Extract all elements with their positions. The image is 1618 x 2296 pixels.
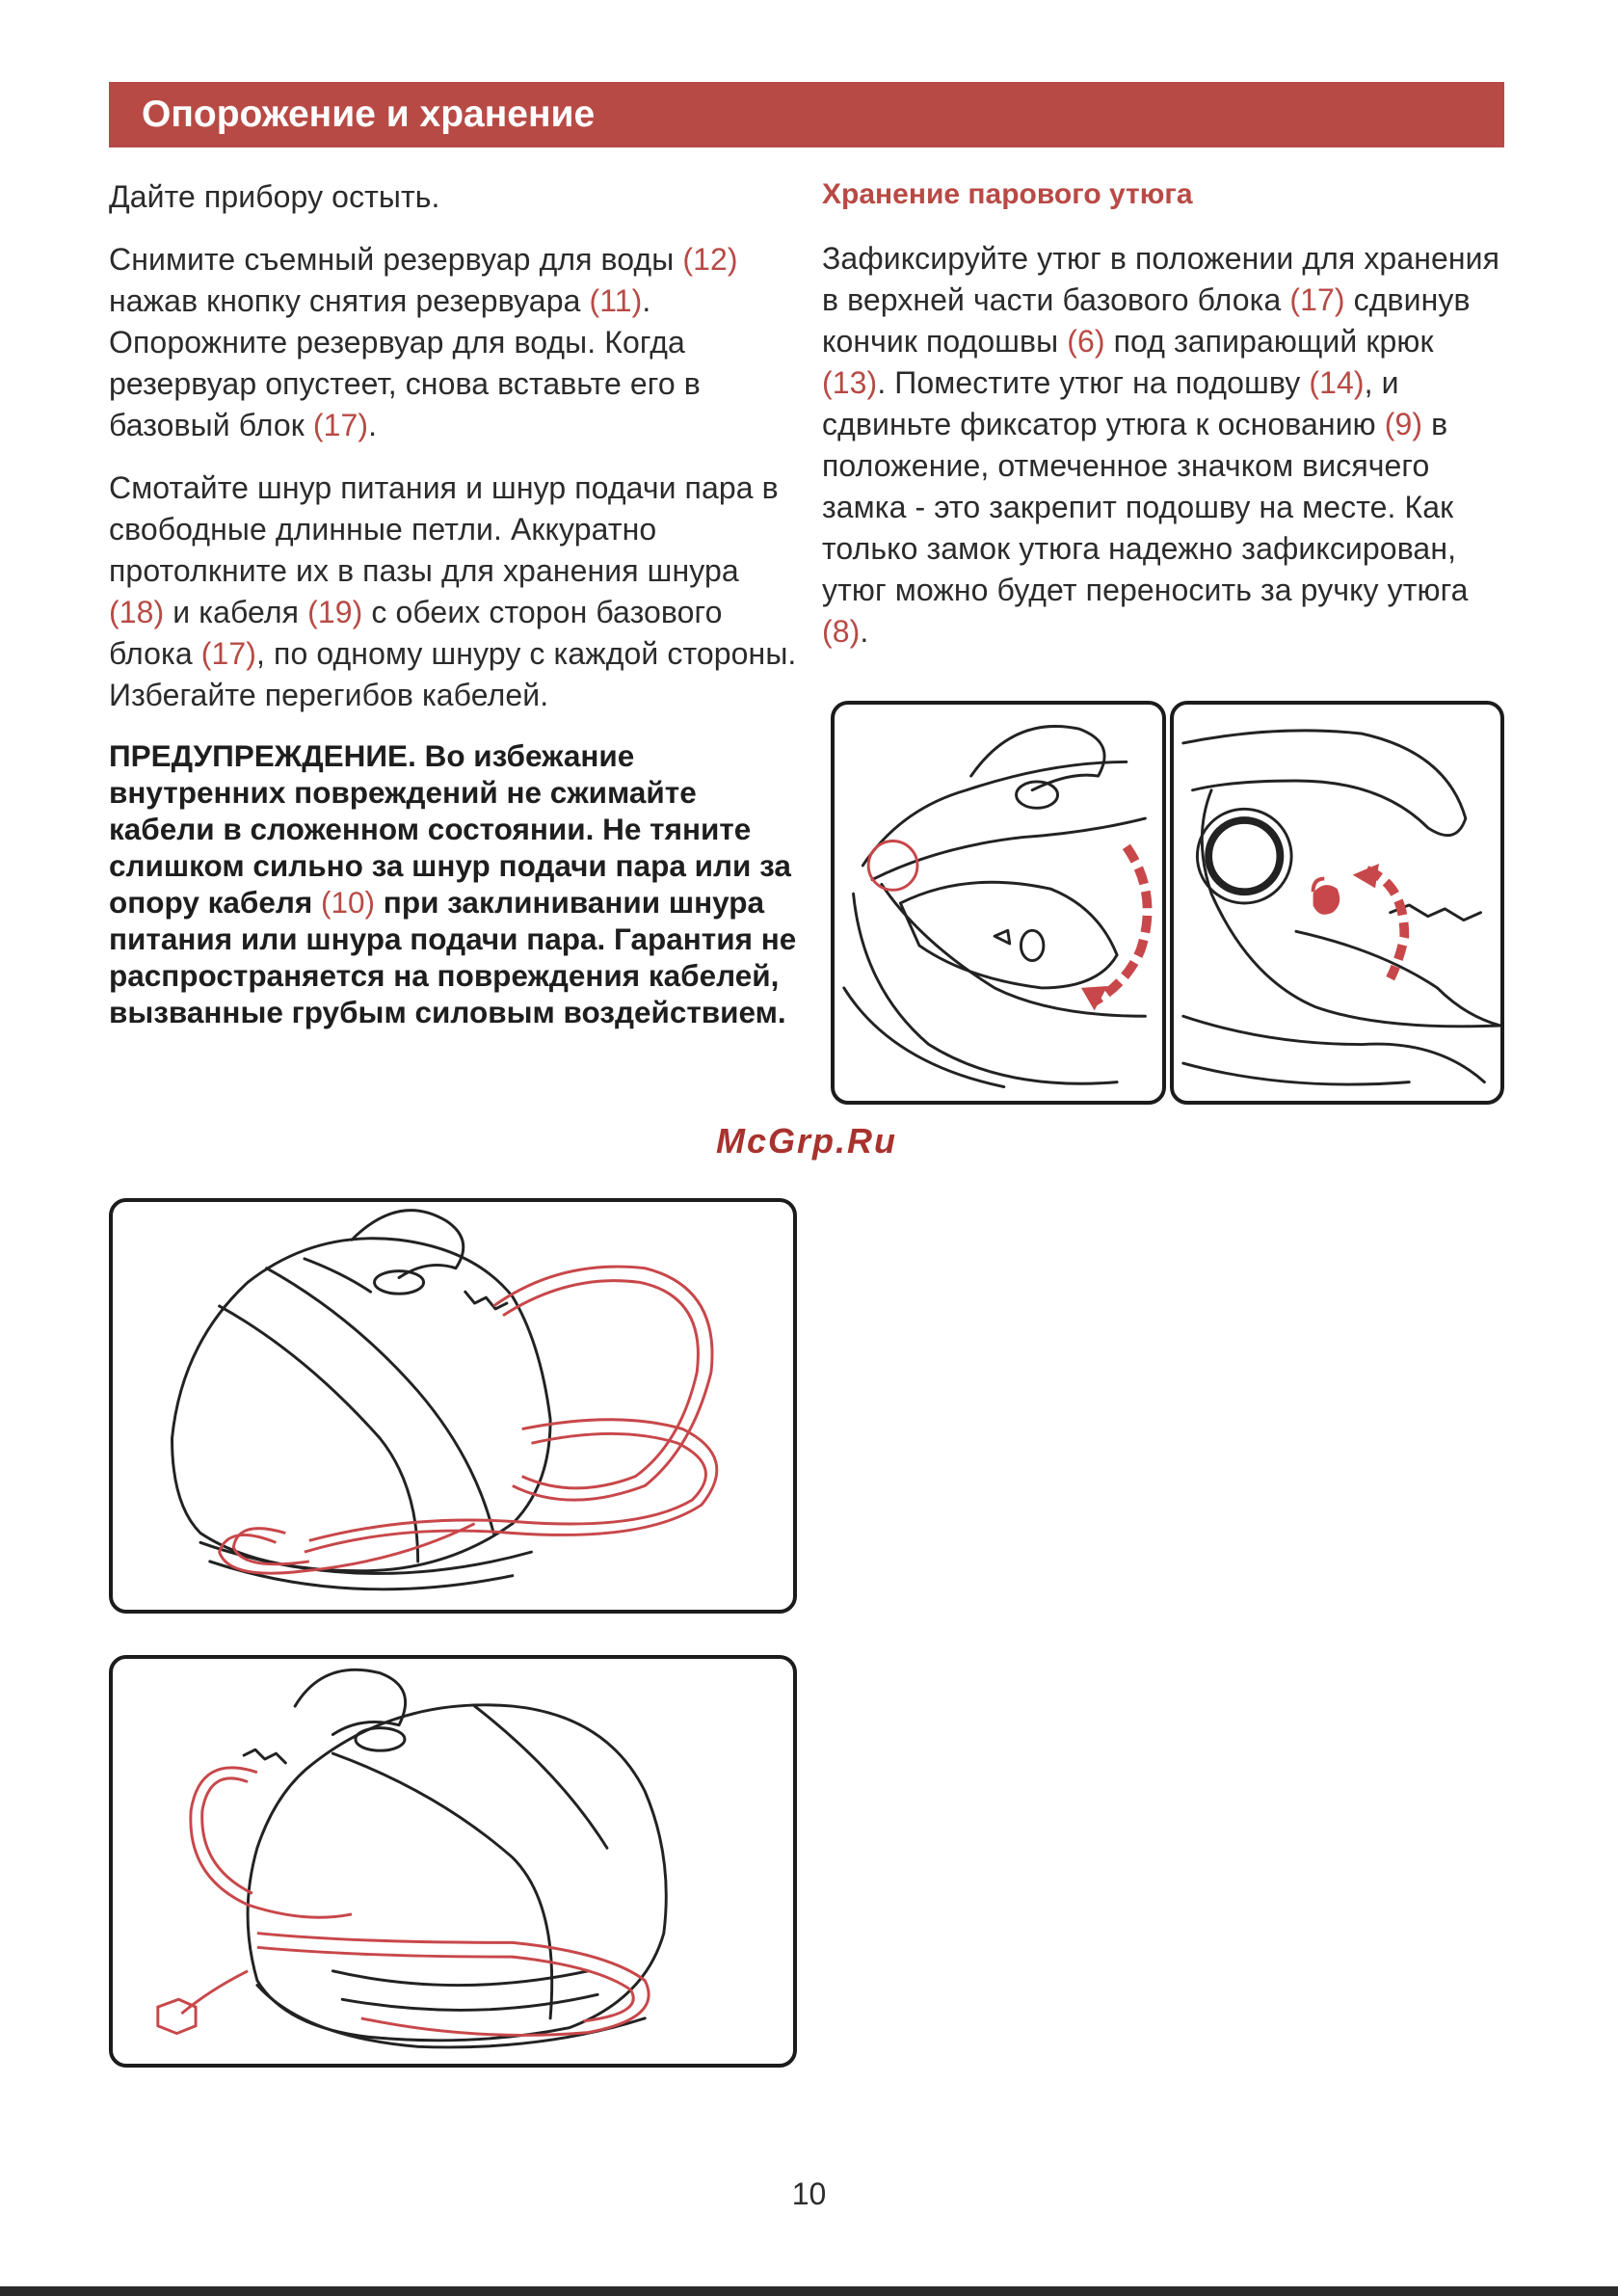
warning-paragraph: [109, 737, 803, 1030]
ref-iron-handle: (8): [822, 614, 861, 649]
watermark: McGrp.Ru: [716, 1121, 898, 1161]
power-cord-loops-illustration: [113, 1202, 793, 1610]
text-run: сдвинув кончик подошвы: [822, 282, 1471, 359]
ref-iron-lock: (9): [1384, 407, 1423, 441]
ref-release-button: (11): [589, 283, 643, 318]
ref-lock-hook: (13): [822, 365, 878, 400]
ref-cord-slot: (18): [109, 595, 165, 629]
text-run: в положение, отмеченное значком висячего замка - это закрепит подошву на месте. Как только замок утюга надежно зафиксирован, утюг можно будет переносить за ручку утюга: [822, 407, 1469, 607]
text-run: и кабеля: [164, 595, 308, 629]
figure-iron-lock-slider: [1170, 701, 1504, 1105]
text-run: , по одному шнуру с каждой стороны. Избегайте перегибов кабелей.: [109, 636, 797, 712]
ref-cable-support: (10): [321, 885, 376, 920]
text-run: ПРЕДУПРЕЖДЕНИЕ. Во избежание внутренних повреждений не сжимайте кабели в сложенном состоянии. Не тяните слишком сильно за шнур подачи пара или за опору кабеля: [109, 738, 791, 920]
text-run: , и сдвиньте фиксатор утюга к основанию: [822, 365, 1399, 441]
section-header: [109, 82, 1504, 147]
text-run: . Опорожните резервуар для воды. Когда резервуар опустеет, снова вставьте его в базовый блок: [109, 283, 701, 442]
ref-soleplate-tip: (6): [1067, 324, 1105, 359]
text-run: .: [368, 408, 378, 442]
text-run: Снимите съемный резервуар для воды: [109, 242, 683, 277]
section-subtitle: Хранение парового утюга: [822, 178, 1193, 210]
page-number: 10: [791, 2176, 827, 2211]
paragraph-cool-down: Дайте прибору остыть.: [109, 179, 440, 214]
ref-base-unit: (17): [1289, 282, 1345, 317]
left-column: [109, 176, 803, 1061]
text-run: нажав кнопку снятия резервуара: [109, 283, 590, 318]
ref-cable-slot: (19): [307, 595, 363, 629]
text-run: с обеих сторон базового блока: [109, 595, 723, 671]
right-column: [822, 176, 1504, 674]
text-run: . Поместите утюг на подошву: [877, 365, 1310, 400]
paragraph-empty-tank: [109, 239, 803, 446]
text-run: Смотайте шнур питания и шнур подачи пара в свободные длинные петли. Аккуратно протолкните их в пазы для хранения шнура: [109, 470, 779, 588]
ref-tank: (12): [682, 242, 738, 277]
bottom-rule: [0, 2286, 1618, 2296]
ref-soleplate-rest: (14): [1309, 365, 1365, 400]
page-title: Опорожение и хранение: [142, 93, 596, 135]
figure-cord-wrap-right: [109, 1198, 797, 1614]
padlock-slider-illustration: [1174, 705, 1500, 1101]
figure-iron-lock-hook: [831, 701, 1166, 1105]
steam-hose-loops-illustration: [113, 1659, 793, 2064]
text-run: под запирающий крюк: [1104, 324, 1434, 359]
ref-base-unit: (17): [200, 636, 257, 671]
text-run: Зафиксируйте утюг в положении для хранения в верхней части базового блока: [822, 241, 1500, 317]
text-run: при заклинивании шнура питания или шнура подачи пара. Гарантия не распространяется на повреждения кабелей, вызванные грубым силовым воздействием.: [109, 885, 797, 1029]
ref-base-unit: (17): [312, 408, 369, 442]
text-run: .: [860, 614, 869, 649]
figure-cord-wrap-left: [109, 1655, 797, 2068]
paragraph-iron-storage: [822, 238, 1504, 653]
iron-lock-hook-illustration: [835, 705, 1162, 1101]
paragraph-cord-storage: [109, 467, 803, 716]
